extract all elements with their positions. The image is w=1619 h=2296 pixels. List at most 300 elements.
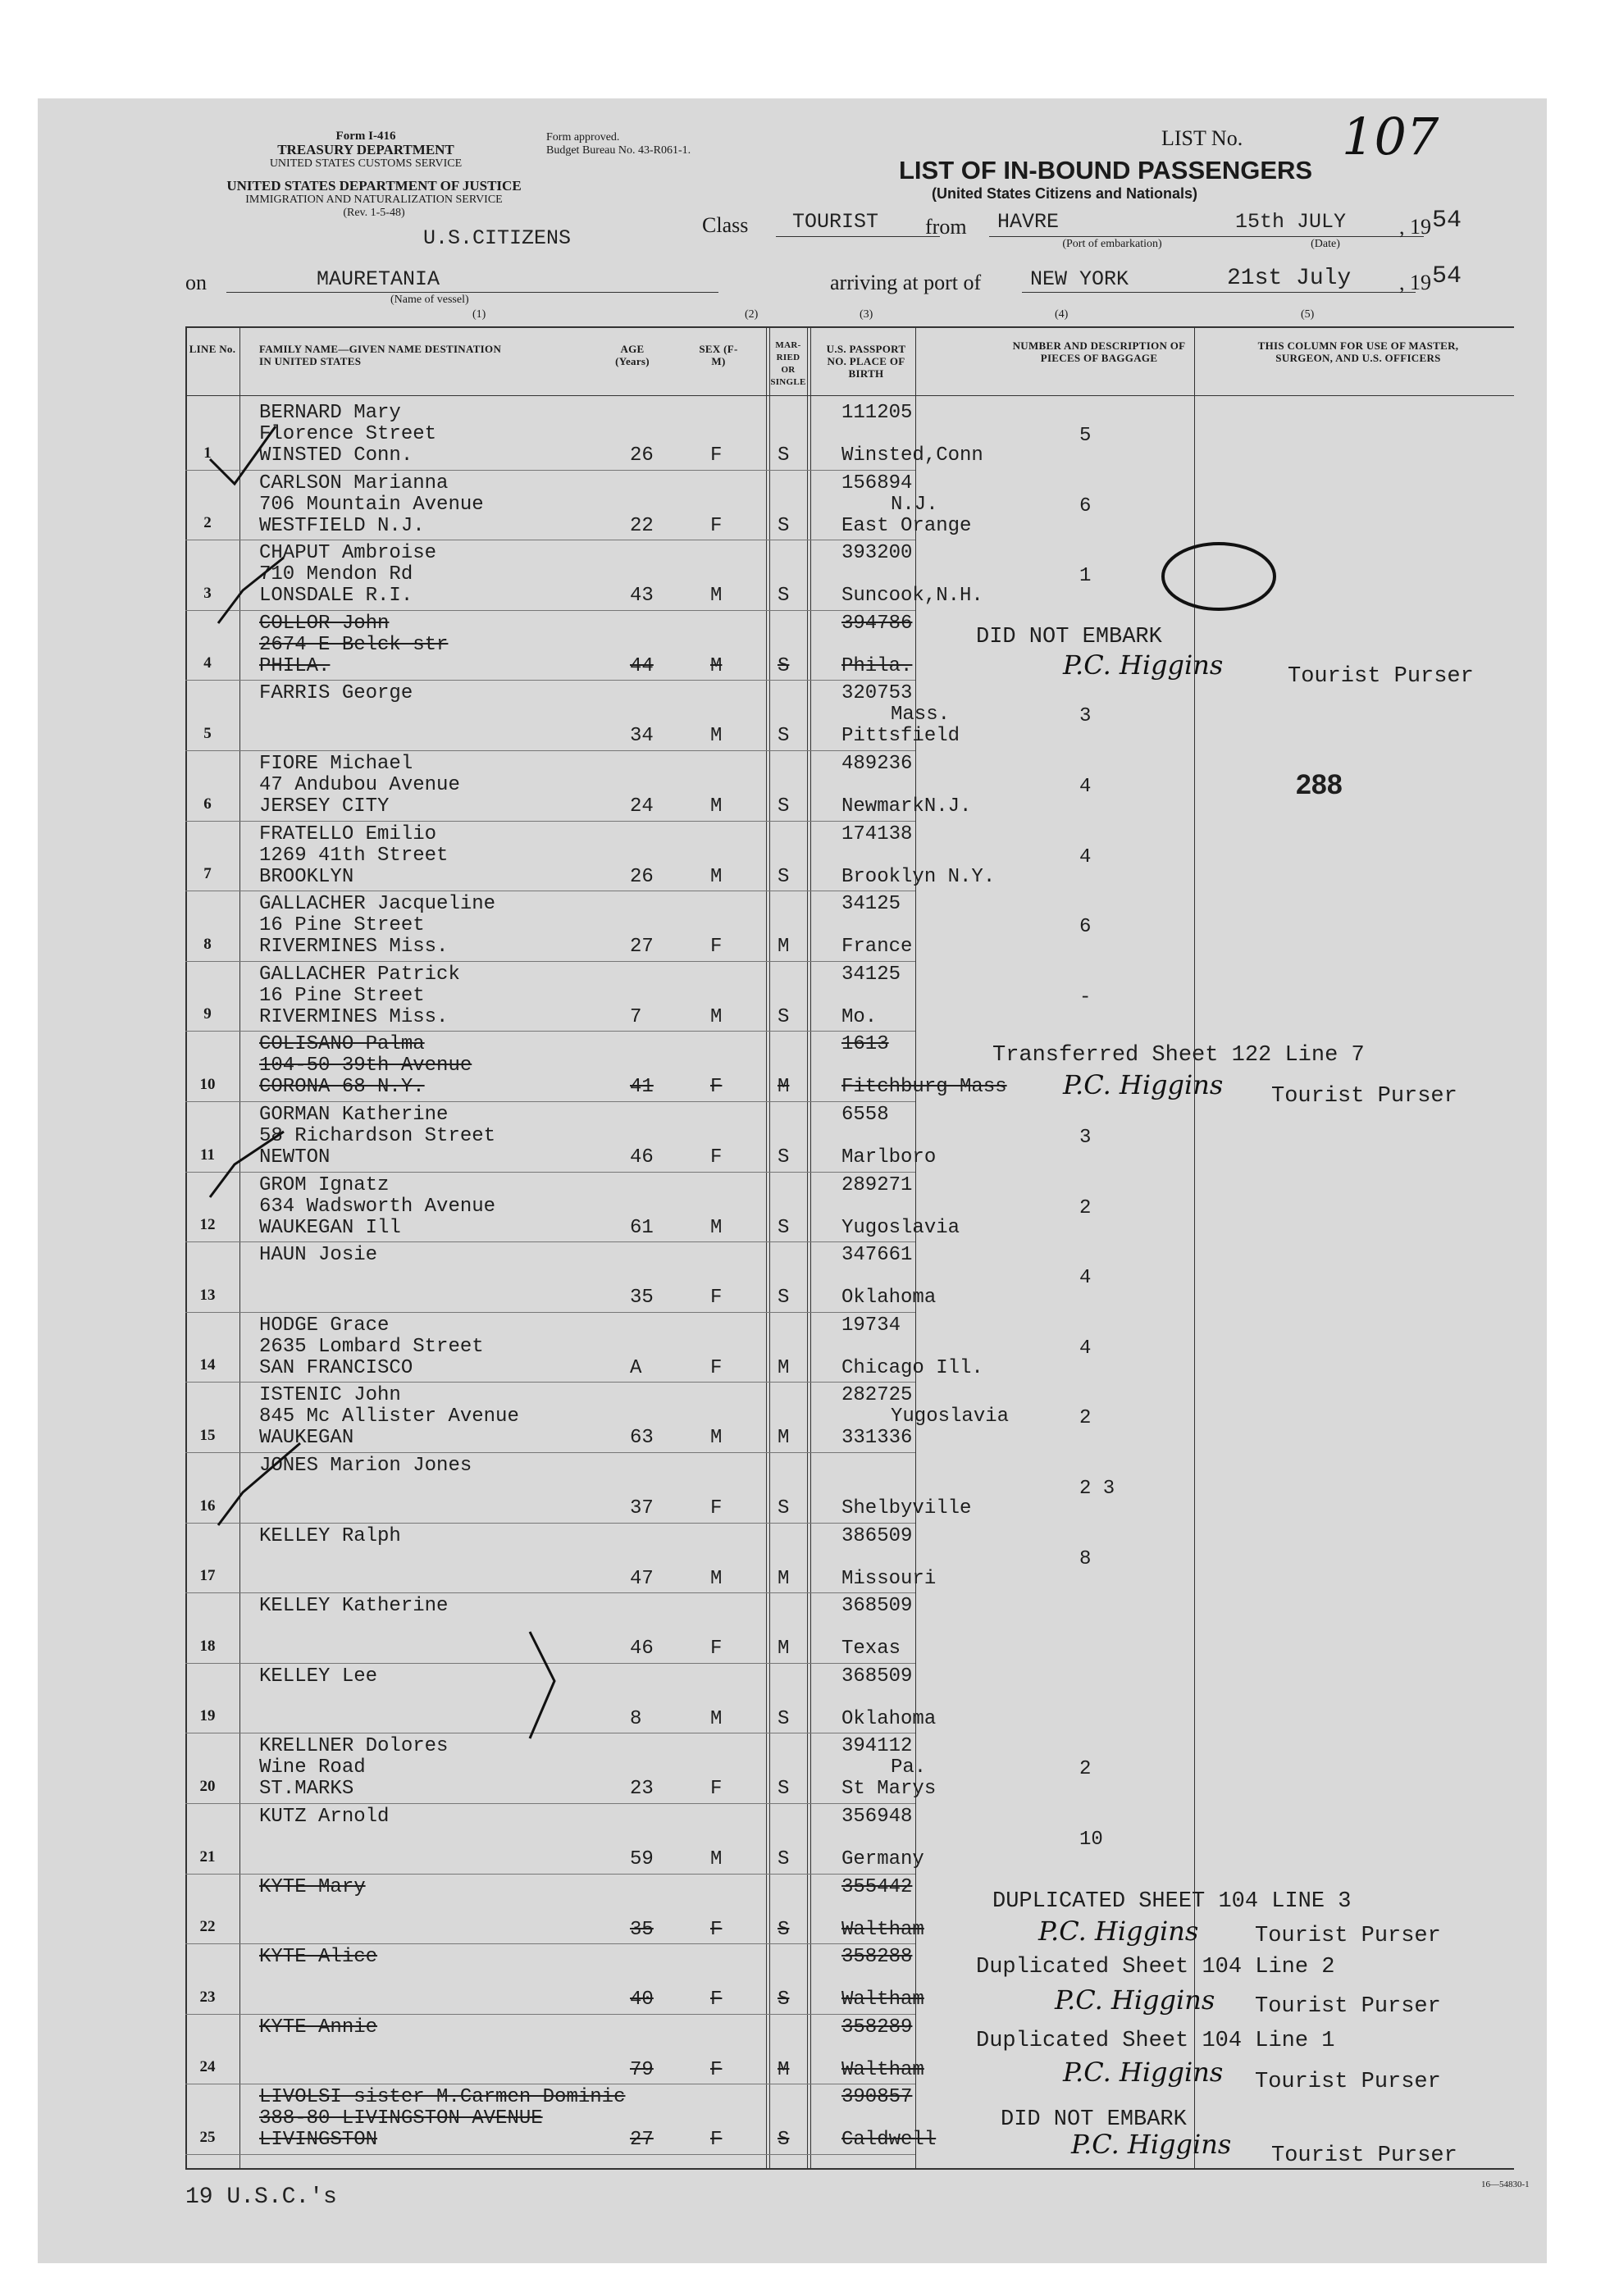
age-value: 7 [630,1005,642,1028]
us-citizens-label: U.S.CITIZENS [423,226,572,250]
row-line-number: 18 [199,1637,216,1655]
passport-number: 174138 [841,822,913,845]
family-name: KYTE Alice [259,1946,378,1969]
passport-number: 390857 [841,2086,913,2109]
table-row [185,1453,1514,1524]
marital-status: S [778,1848,790,1870]
passport-number: 156894 [841,472,913,494]
family-name: HODGE Grace [259,1314,390,1337]
marital-status: S [778,1216,790,1239]
sex-value: M [710,795,723,818]
note-tourist-purser-25: Tourist Purser [1271,2143,1457,2168]
street-address: 104-50 39th Avenue [259,1055,472,1077]
birth-place: Yugoslavia [841,1216,960,1239]
table-row [185,1804,1514,1875]
marital-status: S [778,795,790,818]
footer-form-code: 16—54830-1 [1481,2180,1530,2189]
page-subtitle: (United States Citizens and Nationals) [932,185,1198,202]
vessel-name: MAURETANIA [317,267,440,291]
passport-number: 358289 [841,2016,913,2039]
marital-status: S [778,1918,790,1941]
age-value: 63 [630,1427,654,1450]
port-caption: (Port of embarkation) [1062,238,1162,250]
street-address: 58 Richardson Street [259,1125,496,1147]
note-dup-23: Duplicated Sheet 104 Line 2 [976,1955,1335,1979]
marital-status: S [778,725,790,748]
street-address: 388-80 LIVINGSTON AVENUE [259,2107,543,2130]
marital-status: M [778,2058,790,2081]
sex-value: F [710,1918,723,1941]
family-name: GROM Ignatz [259,1173,390,1196]
row-line-number: 19 [199,1707,216,1725]
sex-value: F [710,2129,723,2152]
signature-25: P.C. Higgins [1071,2129,1232,2160]
row-line-number: 10 [199,1075,216,1093]
row-line-number: 24 [199,2058,216,2076]
vessel-caption: (Name of vessel) [390,294,469,306]
table-row [185,1173,1514,1243]
date-caption: (Date) [1311,238,1340,250]
table-row [185,1102,1514,1173]
family-name: FRATELLO Emilio [259,822,437,845]
passport-number: 368509 [841,1665,913,1688]
destination-city: LONSDALE R.I. [259,585,413,608]
family-name: ISTENIC John [259,1384,401,1407]
col-num-1: (1) [472,308,486,321]
destination-city: BROOKLYN [259,865,354,888]
destination-city: PHILA. [259,654,331,677]
birth-place: Marlboro [841,1146,937,1168]
family-name: CHAPUT Ambroise [259,542,437,565]
baggage-count: 4 [1079,1337,1092,1360]
birth-place: East Orange [841,514,972,537]
destination-city: SAN FRANCISCO [259,1356,413,1379]
sex-value: F [710,2058,723,2081]
row-line-number: 5 [203,724,212,742]
col-header-passport: U.S. PASSPORT NO. PLACE OF BIRTH [826,343,906,380]
destination-city: WAUKEGAN [259,1427,354,1450]
passport-number: 393200 [841,542,913,565]
row-line-number: 8 [203,935,212,953]
passport-number: 368509 [841,1595,913,1618]
note-did-not-embark-4: DID NOT EMBARK [976,625,1162,649]
col-header-line: LINE No. [189,343,236,355]
age-value: 8 [630,1707,642,1730]
signature-4: P.C. Higgins [1063,649,1224,681]
marital-status: M [778,1567,790,1590]
age-value: 24 [630,795,654,818]
street-address: 634 Wadsworth Avenue [259,1195,496,1218]
note-tourist-purser-4: Tourist Purser [1288,664,1474,689]
street-address: 845 Mc Allister Avenue [259,1405,519,1428]
street-address: 47 Andubou Avenue [259,774,460,796]
marital-status: S [778,1988,790,2011]
family-name: COLLOR John [259,612,390,635]
passport-number: 1613 [841,1033,889,1056]
table-row [185,1383,1514,1453]
arrival-port: NEW YORK [1030,267,1129,291]
row-line-number: 1 [203,444,212,462]
age-value: 61 [630,1216,654,1239]
signature-22: P.C. Higgins [1038,1916,1199,1947]
list-no-value: 107 [1342,107,1439,166]
family-name: GALLACHER Jacqueline [259,893,496,916]
age-value: 23 [630,1778,654,1801]
family-name: KYTE Annie [259,2016,378,2039]
sex-value: F [710,444,723,467]
col-header-sex: SEX (F-M) [699,343,738,367]
birth-state: N.J. [891,493,938,516]
street-address: 710 Mendon Rd [259,563,413,586]
street-address: 1269 41th Street [259,844,449,867]
baggage-count: 2 [1079,1758,1092,1781]
passport-number: 489236 [841,753,913,775]
sex-value: M [710,1005,723,1028]
passport-number: 34125 [841,963,901,986]
birth-place: Brooklyn N.Y. [841,865,996,888]
footer-count: 19 U.S.C.'s [185,2184,337,2210]
passport-number: 6558 [841,1104,889,1126]
birth-place: 331336 [841,1427,913,1450]
col-header-officers: THIS COLUMN FOR USE OF MASTER, SURGEON, AND U.S. OFFICERS [1257,339,1459,364]
note-tourist-purser-22: Tourist Purser [1255,1924,1441,1948]
birth-state: Pa. [891,1756,927,1779]
rev-date: (Rev. 1-5-48) [343,207,405,219]
marital-status: M [778,1427,790,1450]
signature-10: P.C. Higgins [1063,1069,1224,1100]
passport-number: 282725 [841,1384,913,1407]
sex-value: M [710,654,723,677]
sex-value: M [710,1216,723,1239]
class-value: TOURIST [792,210,879,234]
birth-place: Mo. [841,1005,878,1028]
age-value: 40 [630,1988,654,2011]
row-line-number: 13 [199,1286,216,1304]
vessel-underline [226,292,718,293]
marital-status: S [778,1707,790,1730]
passport-number: 111205 [841,402,913,424]
row-line-number: 23 [199,1988,216,2006]
marital-status: M [778,936,790,959]
baggage-count: 4 [1079,1267,1092,1290]
officer-number: 288 [1296,769,1343,800]
birth-place: Suncook,N.H. [841,585,983,608]
sex-value: M [710,725,723,748]
class-label: Class [702,213,749,237]
street-address: Florence Street [259,423,437,445]
note-dup-24: Duplicated Sheet 104 Line 1 [976,2029,1335,2053]
family-name: FARRIS George [259,682,413,705]
marital-status: S [778,514,790,537]
signature-24: P.C. Higgins [1063,2057,1224,2088]
row-line-number: 2 [203,514,212,532]
marital-status: S [778,1287,790,1310]
marital-status: M [778,1076,790,1099]
birth-place: Pittsfield [841,725,960,748]
sex-value: M [710,585,723,608]
year-2: 54 [1432,262,1462,290]
marital-status: S [778,585,790,608]
col-num-2: (2) [745,308,759,321]
year-1: 54 [1432,207,1462,235]
baggage-count: 4 [1079,776,1092,798]
row-line-number: 7 [203,865,212,883]
passport-number: 356948 [841,1806,913,1828]
street-address: 2674 E Belck str [259,633,449,656]
baggage-count: 10 [1079,1829,1103,1851]
passport-number: 34125 [841,893,901,916]
col-header-age: AGE (Years) [615,343,650,367]
age-value: 43 [630,585,654,608]
passport-number: 355442 [841,1875,913,1898]
family-name: GALLACHER Patrick [259,963,460,986]
table-row [185,1524,1514,1594]
form-approved: Form approved. [546,131,620,144]
sex-value: F [710,514,723,537]
col-header-married: MAR-RIED OR SINGLE [770,340,806,387]
sex-value: M [710,1427,723,1450]
on-label: on [185,271,207,294]
family-name: KELLEY Katherine [259,1595,449,1618]
birth-place: Fitchburg Mass [841,1076,1007,1099]
table-row [185,1593,1514,1664]
birth-place: Texas [841,1638,901,1660]
birth-place: Germany [841,1848,924,1870]
destination-city: WESTFIELD N.J. [259,514,425,537]
age-value: 46 [630,1638,654,1660]
destination-city: LIVINGSTON [259,2129,378,2152]
note-tourist-purser-10: Tourist Purser [1271,1084,1457,1109]
sex-value: M [710,1567,723,1590]
passport-number: 386509 [841,1524,913,1547]
age-value: 35 [630,1918,654,1941]
signature-23: P.C. Higgins [1055,1984,1215,2016]
birth-state: Yugoslavia [891,1405,1010,1428]
from-underline [989,236,1235,237]
depart-date: 15th JULY [1235,210,1347,234]
passport-number: 289271 [841,1173,913,1196]
note-tourist-purser-23: Tourist Purser [1255,1994,1441,2019]
age-value: 34 [630,725,654,748]
row-line-number: 6 [203,795,212,813]
note-transferred-10: Transferred Sheet 122 Line 7 [992,1043,1365,1068]
family-name: FIORE Michael [259,753,413,775]
sex-value: F [710,1076,723,1099]
baggage-count: 8 [1079,1547,1092,1570]
age-value: 47 [630,1567,654,1590]
sex-value: F [710,1146,723,1168]
page-title: LIST OF IN-BOUND PASSENGERS [899,156,1313,184]
table-row [185,1242,1514,1313]
family-name: BERNARD Mary [259,402,401,424]
age-value: 41 [630,1076,654,1099]
destination-city: ST.MARKS [259,1778,354,1801]
arrival-date: 21st July [1227,266,1352,291]
birth-place: Phila. [841,654,913,677]
family-name: COLISANO Palma [259,1033,425,1056]
row-line-number: 4 [203,654,212,672]
passport-number: 394112 [841,1735,913,1758]
family-name: KELLEY Lee [259,1665,378,1688]
col-header-name: FAMILY NAME—GIVEN NAME DESTINATION IN UNITED STATES [259,343,502,367]
sex-value: F [710,1356,723,1379]
sex-value: F [710,1287,723,1310]
age-value: 44 [630,654,654,677]
sex-value: M [710,1707,723,1730]
destination-city: NEWTON [259,1146,331,1168]
form-number: Form I-416 [335,130,396,143]
destination-city: RIVERMINES Miss. [259,1005,449,1028]
table-row [185,1733,1514,1804]
baggage-count: 3 [1079,1127,1092,1149]
row-line-number: 25 [199,2128,216,2146]
marital-status: S [778,444,790,467]
row-line-number: 3 [203,584,212,602]
row-line-number: 16 [199,1496,216,1515]
street-address: Wine Road [259,1756,366,1779]
table-row [185,891,1514,962]
birth-place: Waltham [841,2058,924,2081]
row-line-number: 22 [199,1918,216,1936]
marital-status: S [778,1005,790,1028]
street-address: 16 Pine Street [259,914,425,937]
birth-place: Winsted,Conn [841,444,983,467]
marital-status: M [778,1638,790,1660]
arriving-label: arriving at port of [830,271,982,294]
treasury-dept: TREASURY DEPARTMENT [277,142,454,157]
table-row [185,822,1514,892]
note-did-not-embark-25: DID NOT EMBARK [1001,2107,1187,2132]
col-num-4: (4) [1055,308,1069,321]
passport-number: 347661 [841,1244,913,1267]
age-value: 26 [630,444,654,467]
age-value: 26 [630,865,654,888]
sex-value: M [710,1848,723,1870]
note-tourist-purser-24: Tourist Purser [1255,2070,1441,2094]
baggage-count: 6 [1079,494,1092,517]
sex-value: F [710,1497,723,1519]
table-row [185,471,1514,541]
row-line-number: 20 [199,1777,216,1795]
table-row [185,962,1514,1032]
birth-place: Missouri [841,1567,937,1590]
marital-status: S [778,2129,790,2152]
age-value: 22 [630,514,654,537]
birth-place: Waltham [841,1918,924,1941]
family-name: KUTZ Arnold [259,1806,390,1828]
table-row [185,1664,1514,1734]
baggage-count: 2 [1079,1407,1092,1430]
sex-value: F [710,1778,723,1801]
budget-bureau: Budget Bureau No. 43-R061-1. [546,144,691,157]
destination-city: WAUKEGAN Ill [259,1216,401,1239]
birth-place: Caldwell [841,2129,937,2152]
year-prefix-2: , 19 [1399,271,1431,294]
birth-state: Mass. [891,704,951,727]
row-line-number: 11 [200,1146,215,1164]
marital-status: S [778,654,790,677]
street-address: 706 Mountain Avenue [259,493,484,516]
age-value: 79 [630,2058,654,2081]
list-no-label: LIST No. [1161,126,1243,150]
birth-place: Shelbyville [841,1497,972,1519]
from-value: HAVRE [997,210,1060,234]
sex-value: F [710,1988,723,2011]
class-underline [776,236,940,237]
birth-place: Waltham [841,1988,924,2011]
baggage-count: 2 3 [1079,1478,1115,1500]
baggage-count: 2 [1079,1196,1092,1219]
age-value: A [630,1356,642,1379]
ins-service: IMMIGRATION AND NATURALIZATION SERVICE [245,194,503,206]
col-num-3: (3) [860,308,873,321]
baggage-count: 5 [1079,425,1092,447]
family-name: KRELLNER Dolores [259,1735,449,1758]
arrival-date-underline [1219,292,1416,293]
family-name: KELLEY Ralph [259,1524,401,1547]
family-name: JONES Marion Jones [259,1455,472,1477]
row-line-number: 9 [203,1005,212,1023]
baggage-count: - [1079,986,1092,1009]
customs-service: UNITED STATES CUSTOMS SERVICE [269,157,463,170]
family-name: GORMAN Katherine [259,1104,449,1126]
destination-city: RIVERMINES Miss. [259,936,449,959]
row-line-number: 17 [199,1567,216,1585]
family-name: KYTE Mary [259,1875,366,1898]
birth-place: NewmarkN.J. [841,795,972,818]
passport-number: 394786 [841,612,913,635]
age-value: 59 [630,1848,654,1870]
family-name: HAUN Josie [259,1244,378,1267]
birth-place: Oklahoma [841,1287,937,1310]
birth-place: St Marys [841,1778,937,1801]
row-line-number: 15 [199,1426,216,1444]
family-name: CARLSON Marianna [259,472,449,494]
baggage-count: 1 [1079,565,1092,588]
table-row [185,540,1514,611]
birth-place: Chicago Ill. [841,1356,983,1379]
table-row [185,400,1514,471]
birth-place: France [841,936,913,959]
manifest-sheet [38,98,1547,2263]
arrival-port-underline [1022,292,1235,293]
age-value: 35 [630,1287,654,1310]
marital-status: S [778,1778,790,1801]
marital-status: S [778,865,790,888]
date-underline [1227,236,1424,237]
passport-number: 320753 [841,682,913,705]
age-value: 46 [630,1146,654,1168]
marital-status: S [778,1497,790,1519]
baggage-count: 3 [1079,705,1092,728]
birth-place: Oklahoma [841,1707,937,1730]
baggage-count: 4 [1079,845,1092,868]
row-line-number: 21 [199,1847,216,1866]
marital-status: S [778,1146,790,1168]
destination-city: WINSTED Conn. [259,444,413,467]
sex-value: F [710,1638,723,1660]
table-row [185,1313,1514,1383]
row-line-number: 14 [199,1356,216,1374]
baggage-count: 6 [1079,916,1092,939]
passport-number: 358288 [841,1946,913,1969]
from-label: from [925,215,967,239]
destination-city: JERSEY CITY [259,795,390,818]
age-value: 27 [630,2129,654,2152]
age-value: 27 [630,936,654,959]
passport-number: 19734 [841,1314,901,1337]
age-value: 37 [630,1497,654,1519]
